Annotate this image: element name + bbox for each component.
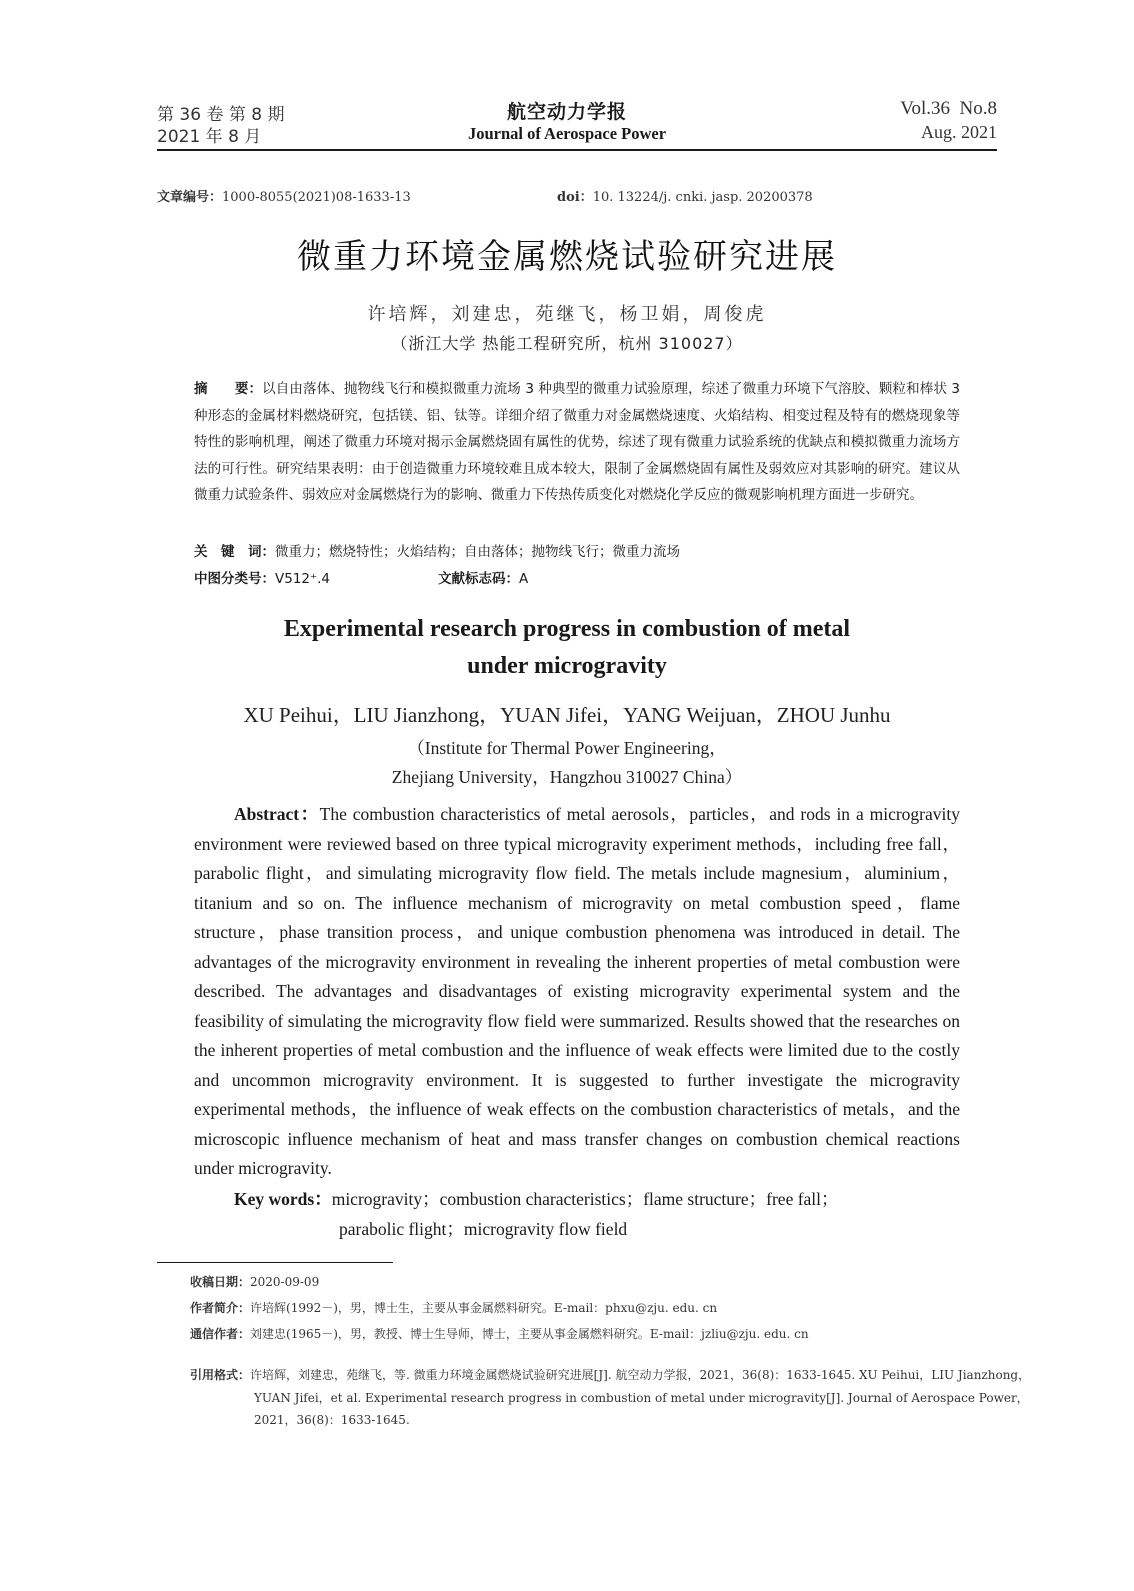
received-date: [190, 1273, 319, 1290]
citation-format: [190, 1364, 1064, 1432]
doi: [557, 186, 813, 205]
keywords-en-text-line1: microgravity；combustion characteristics；flame structure；free fall；: [331, 1189, 839, 1209]
affiliation-cn: （浙江大学 热能工程研究所，杭州 310027）: [391, 334, 743, 353]
received-label: 收稿日期：: [190, 1275, 251, 1289]
footnote-rule: [157, 1262, 393, 1263]
article-number: [157, 186, 411, 205]
header-rule: [157, 149, 997, 151]
keywords-en-line2: parabolic flight；microgravity flow field: [339, 1219, 628, 1239]
keywords-cn-text: 微重力；燃烧特性；火焰结构；自由落体；抛物线飞行；微重力流场: [275, 544, 680, 560]
doi-label: doi：: [557, 190, 593, 205]
affiliation-en-line1: （Institute for Thermal Power Engineering，: [407, 738, 727, 758]
citation-text: 许培辉，刘建忠，苑继飞，等. 微重力环境金属燃烧试验研究进展[J]. 航空动力学报，2021，36(8)：1633-1645. XU Peihui，LIU Jianzhong，YUAN Jifei，et al. Experimental research progress in combustion of metal under microgravity[J]. Journal of Aerospace Power，2021，36(8)：1633-1645.: [250, 1368, 1031, 1427]
date-en: Aug. 2021: [921, 122, 997, 142]
journal-name-en: Journal of Aerospace Power: [467, 124, 667, 143]
author-bio-label: 作者简介：: [190, 1301, 251, 1315]
document-code: [438, 567, 528, 587]
title-cn: 微重力环境金属燃烧试验研究进展: [297, 237, 837, 277]
abstract-en: [194, 800, 960, 1184]
article-number-value: 1000-8055(2021)08-1633-13: [222, 190, 411, 205]
corresponding-text: 刘建忠(1965－)，男，教授、博士生导师，博士，主要从事金属燃料研究。E-mail：jzliu@zju. edu. cn: [250, 1327, 809, 1341]
corresponding-label: 通信作者：: [190, 1327, 251, 1341]
date-cn: 2021 年 8 月: [157, 127, 262, 147]
doc-code-label: 文献标志码：: [438, 571, 519, 587]
abstract-cn: [194, 376, 960, 509]
journal-name-cn: 航空动力学报: [506, 101, 627, 123]
classification-number: [194, 567, 330, 587]
abstract-cn-label: 摘 要：: [194, 381, 263, 397]
keywords-cn-label: 关 键 词：: [194, 544, 275, 560]
authors-cn: 许培辉，刘建忠，苑继飞，杨卫娟，周俊虎: [367, 304, 767, 325]
citation-label: 引用格式：: [190, 1368, 251, 1382]
affiliation-en-line2: Zhejiang University，Hangzhou 310027 China）: [391, 767, 743, 787]
abstract-en-label: Abstract：: [234, 804, 320, 824]
authors-en: XU Peihui，LIU Jianzhong，YUAN Jifei，YANG Weijuan，ZHOU Junhu: [243, 703, 891, 727]
title-en-line1: Experimental research progress in combustion of metal: [283, 616, 851, 642]
title-en-line2: under microgravity: [467, 653, 667, 679]
volume-issue-cn: 第 36 卷 第 8 期: [157, 105, 285, 125]
abstract-cn-text: 以自由落体、抛物线飞行和模拟微重力流场 3 种典型的微重力试验原理，综述了微重力环境下气溶胶、颗粒和棒状 3 种形态的金属材料燃烧研究，包括镁、铝、钛等。详细介绍了微重力对金属燃烧速度、火焰结构、相变过程及特有的燃烧现象等特性的影响机理，阐述了微重力环境对揭示金属燃烧固有属性的优势，综述了现有微重力试验系统的优缺点和模拟微重力流场方法的可行性。研究结果表明：由于创造微重力环境较难且成本较大，限制了金属燃烧固有属性及弱效应对其影响的研究。建议从微重力试验条件、弱效应对金属燃烧行为的影响、微重力下传热传质变化对燃烧化学反应的微观影响机理方面进一步研究。: [194, 381, 960, 503]
received-value: 2020-09-09: [250, 1275, 320, 1289]
keywords-cn: [194, 540, 680, 560]
clc-label: 中图分类号：: [194, 571, 275, 587]
keywords-en-line1: [234, 1186, 839, 1211]
author-bio: [190, 1299, 717, 1316]
volume-issue-en: Vol.36 No.8: [900, 98, 997, 119]
doi-value: 10. 13224/j. cnki. jasp. 20200378: [592, 190, 813, 205]
keywords-en-label: Key words：: [234, 1189, 332, 1209]
corresponding-author: [190, 1325, 809, 1342]
abstract-en-text: The combustion characteristics of metal aerosols，particles，and rods in a microgravity environment were reviewed based on three typical microgravity experiment methods，including free fall，parabolic flight，and simulating microgravity flow field. The metals include magnesium，aluminium，titanium and so on. The influence mechanism of microgravity on metal combustion speed，flame structure，phase transition process，and unique combustion phenomena was introduced in detail. The advantages of the microgravity environment in revealing the inherent properties of metal combustion were described. The advantages and disadvantages of existing microgravity experimental system and the feasibility of simulating the microgravity flow field were summarized. Results showed that the researches on the inherent properties of metal combustion and the influence of weak effects were limited due to the costly and uncommon microgravity environment. It is suggested to further investigate the microgravity experimental methods，the influence of weak effects on the combustion characteristics of metals，and the microscopic influence mechanism of heat and mass transfer changes on combustion chemical reactions under microgravity.: [194, 804, 960, 1178]
clc-value: V512⁺.4: [275, 571, 331, 587]
doc-code-value: A: [519, 571, 529, 587]
author-bio-text: 许培辉(1992－)，男，博士生，主要从事金属燃料研究。E-mail：phxu@zju. edu. cn: [250, 1301, 718, 1315]
article-number-label: 文章编号：: [157, 190, 223, 205]
